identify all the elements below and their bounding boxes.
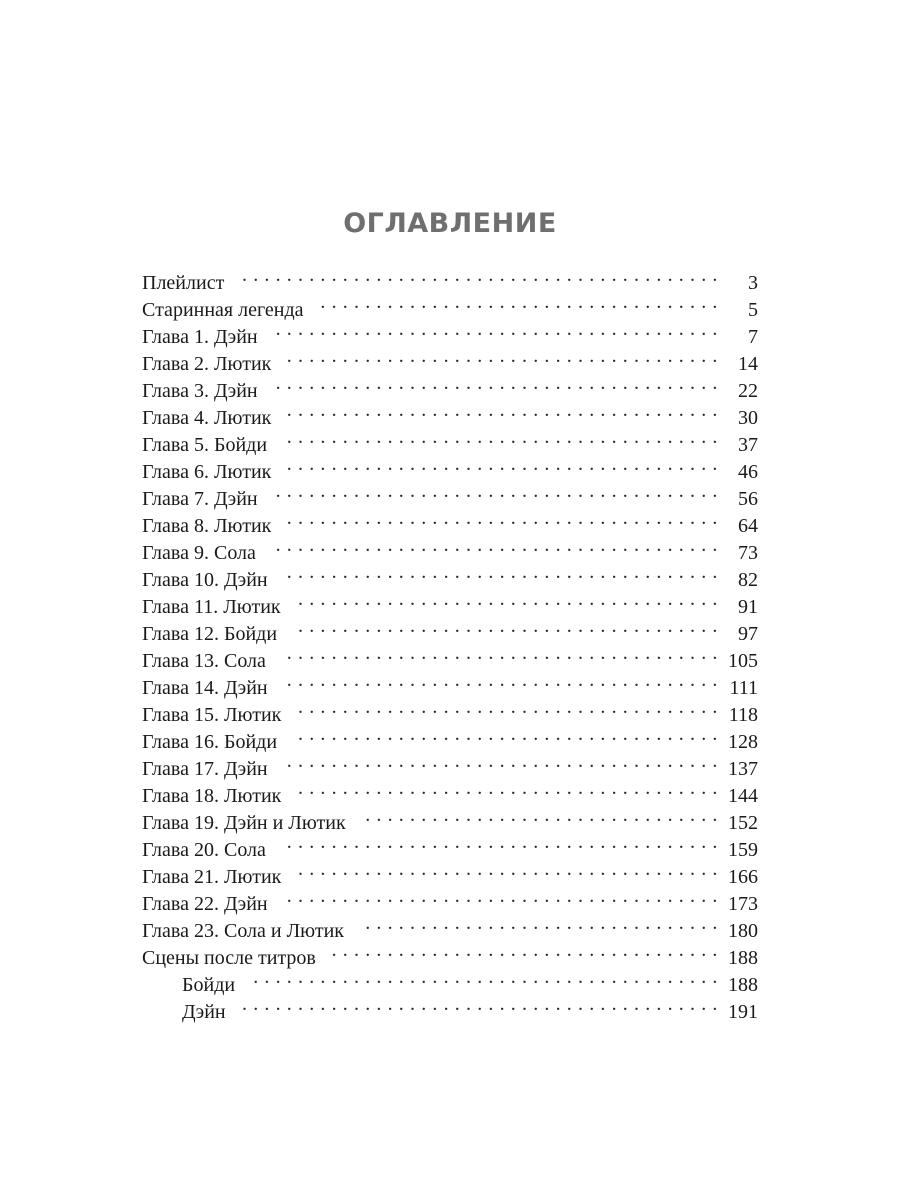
toc-entry-page-number: 22 (738, 380, 758, 402)
toc-title: ОГЛАВЛЕНИЕ (343, 208, 557, 239)
toc-dot-leader (295, 586, 718, 613)
toc-entry-page-number: 144 (728, 785, 758, 807)
toc-entry (142, 262, 758, 294)
toc-entry-label: Старинная легенда (142, 299, 304, 321)
toc-entry-page-number: 37 (738, 434, 758, 456)
toc-entry-page-number: 173 (728, 893, 758, 915)
toc-entry-page-number: 7 (748, 326, 758, 348)
toc-dot-leader (280, 640, 718, 667)
toc-dot-leader (285, 451, 718, 478)
toc-entry-page-number: 105 (728, 650, 758, 672)
toc-entry-label: Глава 4. Лютик (142, 407, 272, 429)
toc-entry-page-number: 97 (738, 623, 758, 645)
toc-entry-label: Глава 8. Лютик (142, 515, 272, 537)
toc-entry-label: Глава 11. Лютик (142, 596, 281, 618)
toc-entry-page-number: 64 (738, 515, 758, 537)
toc-dot-leader (285, 343, 718, 370)
toc-entry-label: Глава 19. Дэйн и Лютик (142, 812, 346, 834)
toc-dot-leader (281, 424, 718, 451)
toc-entry-label: Глава 22. Дэйн (142, 893, 268, 915)
toc-dot-leader (295, 775, 718, 802)
toc-entry-page-number: 46 (738, 461, 758, 483)
toc-entry-page-number: 56 (738, 488, 758, 510)
toc-entry-label: Сцены после титров (142, 947, 316, 969)
toc-entry-label: Глава 2. Лютик (142, 353, 272, 375)
toc-dot-leader (280, 829, 718, 856)
toc-entry-label: Бойди (182, 974, 236, 996)
toc-dot-leader (272, 316, 718, 343)
toc-entry-page-number: 152 (728, 812, 758, 834)
toc-entry-label: Глава 17. Дэйн (142, 758, 268, 780)
toc-dot-leader (291, 613, 718, 640)
toc-entry-page-number: 128 (728, 731, 758, 753)
toc-entry-page-number: 5 (748, 299, 758, 321)
toc-entry-page-number: 159 (728, 839, 758, 861)
toc-dot-leader (249, 964, 718, 991)
toc-entry-label: Глава 23. Сола и Лютик (142, 920, 345, 942)
toc-entry-label: Глава 20. Сола (142, 839, 266, 861)
toc-entry-label: Глава 14. Дэйн (142, 677, 268, 699)
toc-entry-label: Глава 10. Дэйн (142, 569, 268, 591)
toc-dot-leader (272, 370, 718, 397)
toc-dot-leader (270, 532, 718, 559)
toc-dot-leader (285, 505, 718, 532)
toc-entry-page-number: 111 (729, 677, 758, 699)
toc-entry-page-number: 188 (728, 947, 758, 969)
toc-dot-leader (295, 694, 718, 721)
toc-entry-page-number: 188 (728, 974, 758, 996)
toc-dot-leader (318, 289, 718, 316)
toc-entry-page-number: 30 (738, 407, 758, 429)
toc-entry-page-number: 180 (728, 920, 758, 942)
toc-dot-leader (282, 559, 718, 586)
toc-entry-label: Глава 1. Дэйн (142, 326, 258, 348)
toc-entry-label: Глава 21. Лютик (142, 866, 282, 888)
table-of-contents (142, 262, 758, 1023)
toc-dot-leader (360, 802, 718, 829)
toc-entry-page-number: 91 (738, 596, 758, 618)
toc-dot-leader (238, 262, 718, 289)
toc-entry-page-number: 82 (738, 569, 758, 591)
toc-entry-label: Глава 7. Дэйн (142, 488, 258, 510)
toc-entry-label: Глава 3. Дэйн (142, 380, 258, 402)
toc-dot-leader (282, 883, 718, 910)
toc-entry-label: Глава 16. Бойди (142, 731, 278, 753)
toc-dot-leader (295, 856, 718, 883)
toc-dot-leader (272, 478, 718, 505)
toc-entry-page-number: 3 (748, 272, 758, 294)
toc-dot-leader (285, 397, 718, 424)
toc-entry-page-number: 73 (738, 542, 758, 564)
toc-entry-label: Дэйн (182, 1001, 226, 1023)
toc-entry-label: Глава 12. Бойди (142, 623, 278, 645)
toc-dot-leader (282, 667, 718, 694)
toc-entry-label: Глава 5. Бойди (142, 434, 268, 456)
toc-entry-page-number: 137 (728, 758, 758, 780)
toc-entry-label: Глава 9. Сола (142, 542, 256, 564)
toc-entry-label: Глава 15. Лютик (142, 704, 282, 726)
toc-dot-leader (282, 748, 718, 775)
toc-dot-leader (291, 721, 718, 748)
toc-entry-label: Плейлист (142, 272, 225, 294)
toc-dot-leader (358, 910, 718, 937)
toc-dot-leader (240, 991, 718, 1018)
toc-entry-page-number: 118 (728, 704, 758, 726)
toc-entry-page-number: 14 (738, 353, 758, 375)
toc-entry-label: Глава 6. Лютик (142, 461, 272, 483)
toc-entry-label: Глава 18. Лютик (142, 785, 282, 807)
toc-entry-page-number: 166 (728, 866, 758, 888)
toc-entry-label: Глава 13. Сола (142, 650, 266, 672)
toc-entry-page-number: 191 (728, 1001, 758, 1023)
toc-dot-leader (330, 937, 718, 964)
